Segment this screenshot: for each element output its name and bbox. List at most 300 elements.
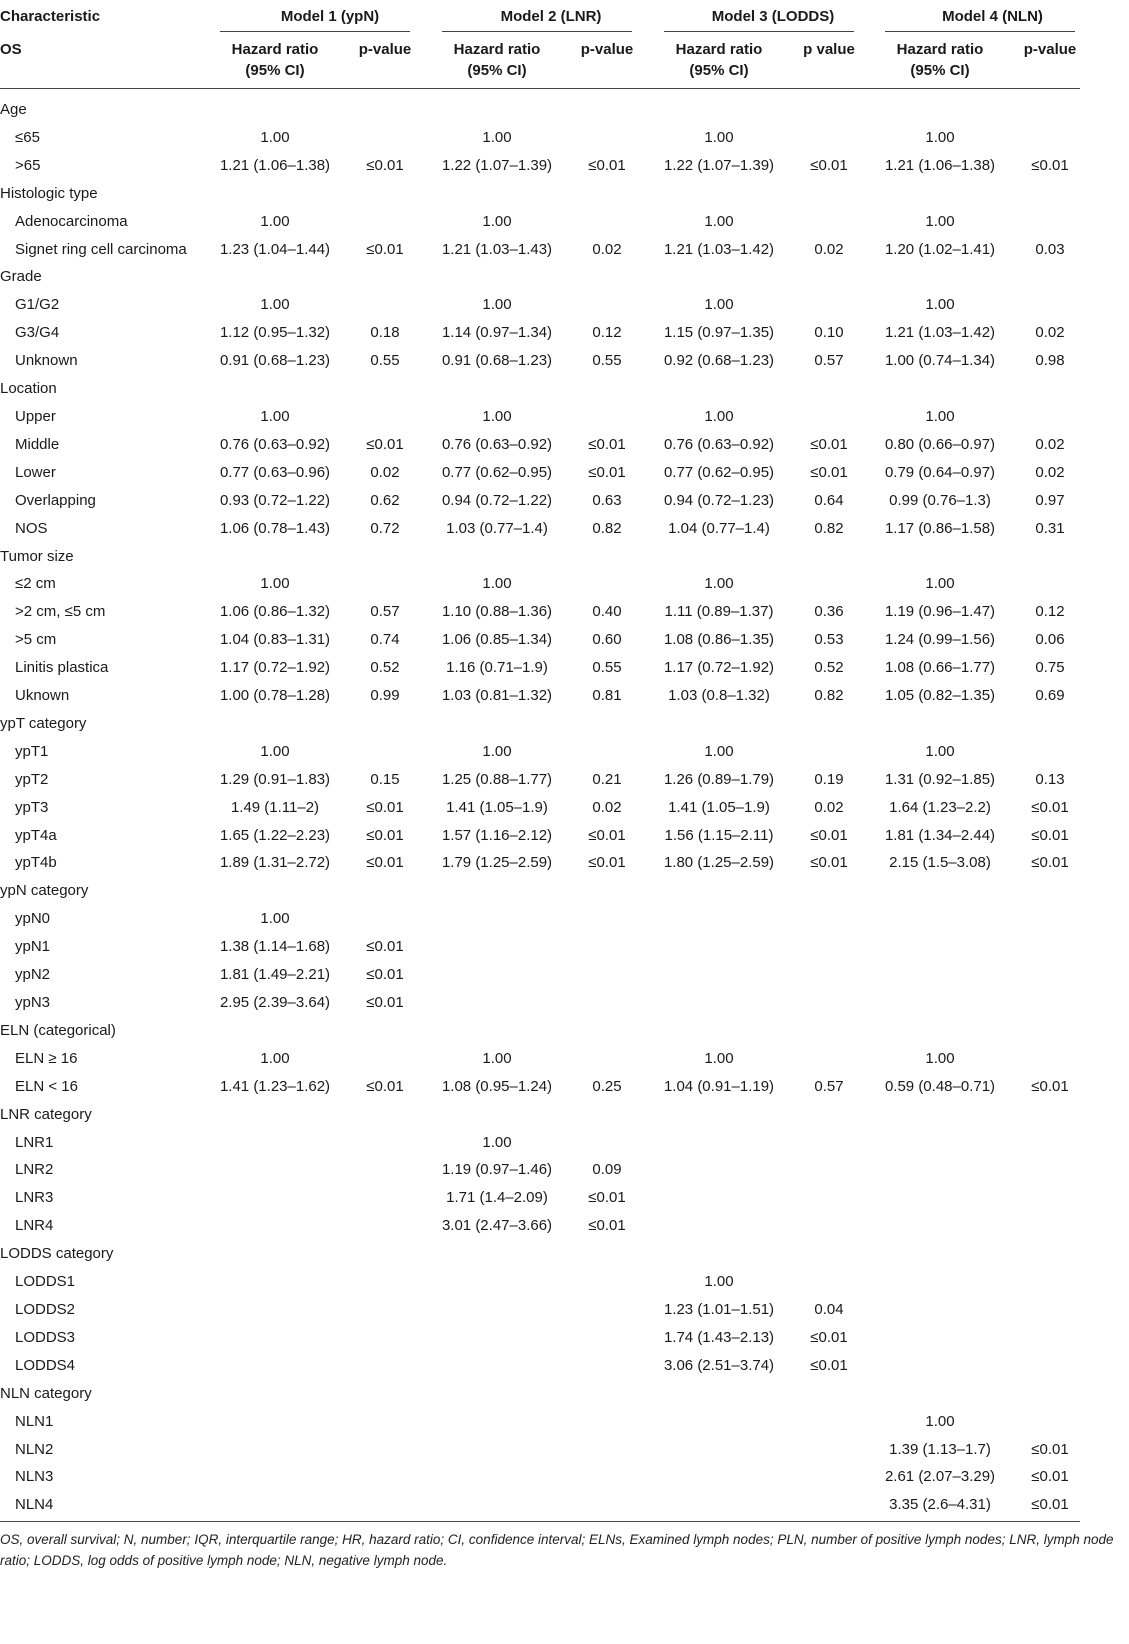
row-label: >2 cm, ≤5 cm [15,603,106,621]
model-3-p-value: 0.82 [814,687,844,705]
model-2-title: Model 2 (LNR) [500,8,602,25]
model-4-hazard-ratio: 1.00 [925,575,955,593]
model-3-title: Model 3 (LODDS) [711,8,835,25]
model-3-hazard-ratio: 1.00 [704,296,734,314]
model-4-hr-label-1: Hazard ratio [896,41,984,58]
table-row [0,1267,1129,1295]
model-2-hazard-ratio: 1.41 (1.05–1.9) [446,798,548,816]
model-3-p-value: 0.10 [814,324,844,342]
table-row [0,1155,1129,1183]
model-3-p-value: 0.04 [814,1300,844,1318]
model-1-p-value: 0.62 [370,491,400,509]
model-2-hazard-ratio: 1.00 [482,1049,512,1067]
row-label: ≤2 cm [15,575,56,593]
model-3-p-value: ≤0.01 [810,435,848,453]
model-4-p-value: 0.02 [1035,435,1065,453]
row-label: LNR4 [15,1217,54,1235]
row-label: Lower [15,463,56,481]
model-2-hazard-ratio: 1.03 (0.77–1.4) [446,519,548,537]
model-2-p-value: ≤0.01 [588,1189,626,1207]
model-1-hazard-ratio: 1.17 (0.72–1.92) [219,659,331,677]
model-4-p-value: 0.03 [1035,240,1065,258]
model-4-p-value: ≤0.01 [1031,854,1069,872]
model-3-hazard-ratio: 1.04 (0.91–1.19) [663,1077,775,1095]
table-row [0,1128,1129,1156]
model-3-hazard-ratio: 1.00 [704,575,734,593]
model-2-p-value: 0.21 [592,770,622,788]
model-1-p-value: ≤0.01 [366,938,404,956]
model-2-p-label: p-value [580,41,634,58]
model-4-hazard-ratio: 1.00 [925,128,955,146]
model-2-hazard-ratio: 1.57 (1.16–2.12) [441,826,553,844]
model-1-hazard-ratio: 1.04 (0.83–1.31) [219,631,331,649]
model-3-p-value: 0.57 [814,1077,844,1095]
model-4-hazard-ratio: 1.00 [925,407,955,425]
model-3-hazard-ratio: 1.00 [704,1273,734,1291]
model-3-hazard-ratio: 0.77 (0.62–0.95) [663,463,775,481]
row-label: ypT4a [15,826,57,844]
model-4-hazard-ratio: 1.17 (0.86–1.58) [884,519,996,537]
row-label: ELN < 16 [15,1077,78,1095]
model-4-hazard-ratio: 2.61 (2.07–3.29) [884,1468,996,1486]
model-2-hazard-ratio: 3.01 (2.47–3.66) [441,1217,553,1235]
table-row [0,904,1129,932]
model-1-p-value: ≤0.01 [366,1077,404,1095]
model-2-hazard-ratio: 1.71 (1.4–2.09) [446,1189,548,1207]
model-3-p-value: ≤0.01 [810,156,848,174]
model-2-hazard-ratio: 1.79 (1.25–2.59) [441,854,553,872]
model-1-p-value: 0.72 [370,519,400,537]
model-4-hazard-ratio: 0.99 (0.76–1.3) [889,491,991,509]
table-row [0,653,1129,681]
model-2-hazard-ratio: 1.00 [482,1133,512,1151]
model-2-hazard-ratio: 1.21 (1.03–1.43) [441,240,553,258]
table-group-row [0,374,1129,402]
model-2-p-value: 0.40 [592,603,622,621]
model-3-hazard-ratio: 0.76 (0.63–0.92) [663,435,775,453]
model-3-hazard-ratio: 0.94 (0.72–1.23) [663,491,775,509]
table-row [0,290,1129,318]
table-row [0,988,1129,1016]
row-label: Upper [15,407,56,425]
table-group-row [0,1100,1129,1128]
model-2-hazard-ratio: 1.08 (0.95–1.24) [441,1077,553,1095]
row-label: LNR3 [15,1189,54,1207]
table-group-row [0,876,1129,904]
table-footnote: OS, overall survival; N, number; IQR, interquartile range; HR, hazard ratio; CI, confidence interval; ELNs, Examined lymph nodes; PLN, number of positive lymph nodes; LNR, lymph node ratio; LODDS, log odds of positive lymph node; NLN, negative lymph node. [0,1532,1114,1568]
table-row [0,1490,1129,1518]
model-2-p-value: 0.81 [592,687,622,705]
model-2-hr-label-2: (95% CI) [467,62,527,79]
model-1-p-value: ≤0.01 [366,854,404,872]
table-group-row [0,1379,1129,1407]
model-3-hazard-ratio: 1.21 (1.03–1.42) [663,240,775,258]
table-row [0,486,1129,514]
model-2-p-value: ≤0.01 [588,1217,626,1235]
group-label: Tumor size [0,547,74,565]
model-1-hazard-ratio: 1.23 (1.04–1.44) [219,240,331,258]
row-label: Middle [15,435,60,453]
model-1-hazard-ratio: 1.06 (0.86–1.32) [219,603,331,621]
model-2-hazard-ratio: 1.06 (0.85–1.34) [441,631,553,649]
model-3-hazard-ratio: 1.11 (0.89–1.37) [664,603,774,621]
model-3-p-value: 0.02 [814,798,844,816]
table-row [0,932,1129,960]
row-label: LNR2 [15,1161,54,1179]
group-label: LNR category [0,1105,92,1123]
model-1-hazard-ratio: 1.89 (1.31–2.72) [219,854,331,872]
model-4-hazard-ratio: 1.00 [925,1049,955,1067]
table-row [0,235,1129,263]
model-2-hazard-ratio: 1.00 [482,742,512,760]
model-2-rule [442,31,632,32]
row-label: ELN ≥ 16 [15,1049,78,1067]
model-1-hazard-ratio: 1.00 [260,742,290,760]
model-3-hr-label-2: (95% CI) [689,62,749,79]
model-2-hazard-ratio: 1.10 (0.88–1.36) [441,603,553,621]
model-4-hazard-ratio: 1.21 (1.06–1.38) [884,156,996,174]
model-4-hr-label-2: (95% CI) [910,62,970,79]
row-label: >65 [15,156,41,174]
model-1-rule [220,31,410,32]
model-2-p-value: 0.82 [592,519,622,537]
group-label: ypN category [0,882,89,900]
model-4-hazard-ratio: 3.35 (2.6–4.31) [889,1496,991,1514]
model-1-hazard-ratio: 1.00 [260,128,290,146]
model-1-p-value: 0.02 [370,463,400,481]
model-2-hazard-ratio: 1.22 (1.07–1.39) [441,156,553,174]
table-row [0,765,1129,793]
table-row [0,1407,1129,1435]
model-4-p-value: ≤0.01 [1031,1077,1069,1095]
row-label: >5 cm [15,631,57,649]
row-label: ypT1 [15,742,49,760]
model-1-hazard-ratio: 0.93 (0.72–1.22) [219,491,331,509]
model-3-p-value: ≤0.01 [810,463,848,481]
model-2-hazard-ratio: 1.00 [482,296,512,314]
model-4-hazard-ratio: 0.59 (0.48–0.71) [884,1077,996,1095]
model-4-p-value: ≤0.01 [1031,826,1069,844]
row-label: ypN1 [15,938,51,956]
characteristic-header: Characteristic [0,8,101,25]
table-row [0,597,1129,625]
model-2-p-value: ≤0.01 [588,854,626,872]
model-3-hazard-ratio: 1.80 (1.25–2.59) [663,854,775,872]
model-4-p-value: 0.02 [1035,463,1065,481]
model-2-hazard-ratio: 0.94 (0.72–1.22) [441,491,553,509]
header-bottom-rule [0,88,1080,89]
model-2-p-value: 0.09 [592,1161,622,1179]
group-label: LODDS category [0,1245,114,1263]
row-label: NLN4 [15,1496,54,1514]
model-4-p-value: ≤0.01 [1031,1468,1069,1486]
model-3-p-value: 0.36 [814,603,844,621]
model-1-hazard-ratio: 0.76 (0.63–0.92) [219,435,331,453]
model-3-p-value: ≤0.01 [810,1356,848,1374]
model-2-hazard-ratio: 0.77 (0.62–0.95) [441,463,553,481]
model-4-p-value: 0.97 [1035,491,1065,509]
row-label: LODDS4 [15,1356,76,1374]
table-group-row [0,179,1129,207]
model-2-hr-label-1: Hazard ratio [453,41,541,58]
model-1-hazard-ratio: 1.21 (1.06–1.38) [219,156,331,174]
model-1-p-value: ≤0.01 [366,966,404,984]
row-label: G3/G4 [15,324,60,342]
model-1-p-value: ≤0.01 [366,156,404,174]
model-4-p-value: 0.06 [1035,631,1065,649]
model-1-title: Model 1 (ypN) [280,8,380,25]
model-2-hazard-ratio: 1.16 (0.71–1.9) [446,659,548,677]
model-2-hazard-ratio: 1.14 (0.97–1.34) [441,324,553,342]
table-group-row [0,1016,1129,1044]
group-label: ELN (categorical) [0,1021,116,1039]
model-3-hr-label-1: Hazard ratio [675,41,763,58]
table-row [0,848,1129,876]
model-3-hazard-ratio: 3.06 (2.51–3.74) [663,1356,775,1374]
model-1-p-label: p-value [358,41,412,58]
model-1-hazard-ratio: 1.00 [260,1049,290,1067]
model-1-hazard-ratio: 1.06 (0.78–1.43) [219,519,331,537]
model-1-hazard-ratio: 1.00 [260,910,290,928]
model-4-p-value: 0.69 [1035,687,1065,705]
table-row [0,318,1129,346]
model-2-p-value: ≤0.01 [588,435,626,453]
model-4-p-value: ≤0.01 [1031,798,1069,816]
group-label: Location [0,380,57,398]
model-3-hazard-ratio: 1.00 [704,212,734,230]
model-1-hazard-ratio: 1.49 (1.11–2) [230,798,320,816]
model-1-hazard-ratio: 1.12 (0.95–1.32) [219,324,331,342]
table-row [0,1295,1129,1323]
table-row [0,821,1129,849]
table-row [0,1351,1129,1379]
model-2-p-value: 0.02 [592,240,622,258]
model-2-hazard-ratio: 1.00 [482,407,512,425]
model-2-hazard-ratio: 1.00 [482,575,512,593]
model-2-p-value: ≤0.01 [588,463,626,481]
row-label: ypT3 [15,798,49,816]
model-2-hazard-ratio: 0.76 (0.63–0.92) [441,435,553,453]
model-3-rule [664,31,854,32]
model-1-p-value: 0.99 [370,687,400,705]
table-row [0,1323,1129,1351]
model-4-p-value: 0.12 [1035,603,1065,621]
table-row [0,151,1129,179]
table-row [0,430,1129,458]
table-group-row [0,262,1129,290]
model-2-p-value: 0.55 [592,659,622,677]
model-1-p-value: 0.52 [370,659,400,677]
model-4-rule [885,31,1075,32]
model-2-hazard-ratio: 1.25 (0.88–1.77) [441,770,553,788]
model-2-p-value: 0.60 [592,631,622,649]
model-1-hazard-ratio: 0.77 (0.63–0.96) [219,463,331,481]
model-3-hazard-ratio: 1.00 [704,128,734,146]
model-4-hazard-ratio: 1.64 (1.23–2.2) [889,798,991,816]
model-3-p-value: ≤0.01 [810,854,848,872]
table-row [0,793,1129,821]
model-1-p-value: ≤0.01 [366,798,404,816]
model-3-hazard-ratio: 1.00 [704,1049,734,1067]
model-1-p-value: 0.18 [370,324,400,342]
model-1-hazard-ratio: 1.38 (1.14–1.68) [219,938,331,956]
table-row [0,207,1129,235]
model-2-hazard-ratio: 0.91 (0.68–1.23) [441,352,553,370]
model-1-hazard-ratio: 1.81 (1.49–2.21) [219,966,331,984]
model-2-p-value: 0.02 [592,798,622,816]
model-3-p-value: 0.64 [814,491,844,509]
model-1-p-value: 0.57 [370,603,400,621]
model-4-p-value: ≤0.01 [1031,1440,1069,1458]
row-label: ypN3 [15,994,51,1011]
group-label: Age [0,101,27,118]
model-2-hazard-ratio: 1.19 (0.97–1.46) [441,1161,553,1179]
table-row [0,514,1129,542]
row-label: ypT2 [15,770,49,788]
model-3-p-value: 0.52 [814,659,844,677]
row-label: Linitis plastica [15,659,109,677]
row-label: LODDS3 [15,1328,76,1346]
row-label: Overlapping [15,491,96,509]
table-group-row [0,95,1129,123]
table-row [0,1044,1129,1072]
table-row [0,346,1129,374]
model-2-p-value: 0.12 [592,324,622,342]
row-label: Signet ring cell carcinoma [15,240,187,258]
model-1-p-value: ≤0.01 [366,994,404,1011]
group-label: Histologic type [0,184,98,202]
model-4-hazard-ratio: 1.00 [925,1412,955,1430]
table-row [0,1072,1129,1100]
row-label: LODDS2 [15,1300,76,1318]
table-row [0,458,1129,486]
model-1-hazard-ratio: 1.00 [260,296,290,314]
model-1-hazard-ratio: 0.91 (0.68–1.23) [219,352,331,370]
model-4-hazard-ratio: 1.39 (1.13–1.7) [889,1440,991,1458]
row-label: NLN2 [15,1440,54,1458]
table-row [0,1435,1129,1463]
row-label: Adenocarcinoma [15,212,128,230]
model-2-hazard-ratio: 1.00 [482,212,512,230]
model-4-hazard-ratio: 1.00 [925,296,955,314]
row-label: LODDS1 [15,1273,76,1291]
row-label: NLN1 [15,1412,54,1430]
table-body [0,95,1129,1518]
row-label: NOS [15,519,48,537]
row-label: ypT4b [15,854,57,872]
model-3-p-value: 0.53 [814,631,844,649]
model-2-p-value: ≤0.01 [588,156,626,174]
model-1-hazard-ratio: 1.29 (0.91–1.83) [219,770,331,788]
group-label: ypT category [0,714,87,732]
model-2-p-value: ≤0.01 [588,826,626,844]
model-3-hazard-ratio: 1.41 (1.05–1.9) [668,798,770,816]
model-1-hazard-ratio: 1.00 (0.78–1.28) [219,687,331,705]
table-row [0,569,1129,597]
model-2-hazard-ratio: 1.03 (0.81–1.32) [441,687,553,705]
table-row [0,402,1129,430]
model-4-hazard-ratio: 1.00 (0.74–1.34) [884,352,996,370]
model-3-p-value: ≤0.01 [810,826,848,844]
row-label: LNR1 [15,1133,54,1151]
model-4-hazard-ratio: 1.31 (0.92–1.85) [884,770,996,788]
model-4-p-label: p-value [1023,41,1077,58]
table-group-row [0,709,1129,737]
model-4-p-value: 0.31 [1035,519,1065,537]
table-bottom-rule [0,1521,1080,1522]
model-4-hazard-ratio: 0.79 (0.64–0.97) [884,463,996,481]
model-4-hazard-ratio: 0.80 (0.66–0.97) [884,435,996,453]
group-label: Grade [0,268,42,286]
model-3-hazard-ratio: 1.00 [704,407,734,425]
table-row [0,1462,1129,1490]
model-1-p-value: ≤0.01 [366,435,404,453]
model-1-p-value: 0.74 [370,631,400,649]
model-3-p-value: 0.82 [814,519,844,537]
model-2-p-value: 0.63 [592,491,622,509]
row-label: ypN0 [15,910,51,928]
table-row [0,737,1129,765]
table-row [0,123,1129,151]
table-row [0,625,1129,653]
model-3-p-label: p value [803,41,855,58]
table-row [0,960,1129,988]
model-4-hazard-ratio: 1.20 (1.02–1.41) [884,240,996,258]
model-2-hazard-ratio: 1.00 [482,128,512,146]
model-4-title: Model 4 (NLN) [942,8,1043,25]
model-3-p-value: ≤0.01 [810,1328,848,1346]
table-group-row [0,1239,1129,1267]
table-group-row [0,542,1129,570]
model-3-hazard-ratio: 0.92 (0.68–1.23) [663,352,775,370]
model-3-hazard-ratio: 1.23 (1.01–1.51) [663,1300,775,1318]
model-1-p-value: 0.55 [370,352,400,370]
table-row [0,681,1129,709]
model-1-hazard-ratio: 1.00 [260,407,290,425]
model-3-p-value: 0.19 [814,770,844,788]
model-4-hazard-ratio: 1.00 [925,212,955,230]
row-label: NLN3 [15,1468,54,1486]
model-4-hazard-ratio: 1.21 (1.03–1.42) [884,324,996,342]
model-3-hazard-ratio: 1.08 (0.86–1.35) [663,631,775,649]
model-3-hazard-ratio: 1.26 (0.89–1.79) [663,770,775,788]
model-1-hazard-ratio: 1.00 [260,212,290,230]
model-3-hazard-ratio: 1.74 (1.43–2.13) [663,1328,775,1346]
model-4-hazard-ratio: 1.81 (1.34–2.44) [884,826,996,844]
model-1-hazard-ratio: 1.00 [260,575,290,593]
model-1-p-value: ≤0.01 [366,826,404,844]
model-4-hazard-ratio: 1.24 (0.99–1.56) [884,631,996,649]
model-3-hazard-ratio: 1.15 (0.97–1.35) [663,324,775,342]
model-4-p-value: 0.02 [1035,324,1065,342]
model-3-hazard-ratio: 1.03 (0.8–1.32) [668,687,770,705]
model-1-p-value: ≤0.01 [366,240,404,258]
model-1-hazard-ratio: 1.65 (1.22–2.23) [219,826,331,844]
model-4-hazard-ratio: 1.19 (0.96–1.47) [884,603,996,621]
group-label: NLN category [0,1384,92,1402]
model-2-p-value: 0.25 [592,1077,622,1095]
model-3-p-value: 0.02 [814,240,844,258]
os-header: OS [0,41,22,58]
model-3-hazard-ratio: 1.22 (1.07–1.39) [663,156,775,174]
model-4-hazard-ratio: 1.05 (0.82–1.35) [884,687,996,705]
model-1-p-value: 0.15 [370,770,400,788]
model-4-p-value: ≤0.01 [1031,156,1069,174]
model-4-p-value: 0.13 [1035,770,1065,788]
row-label: G1/G2 [15,296,60,314]
model-4-p-value: 0.75 [1035,659,1065,677]
model-4-p-value: 0.98 [1035,352,1065,370]
